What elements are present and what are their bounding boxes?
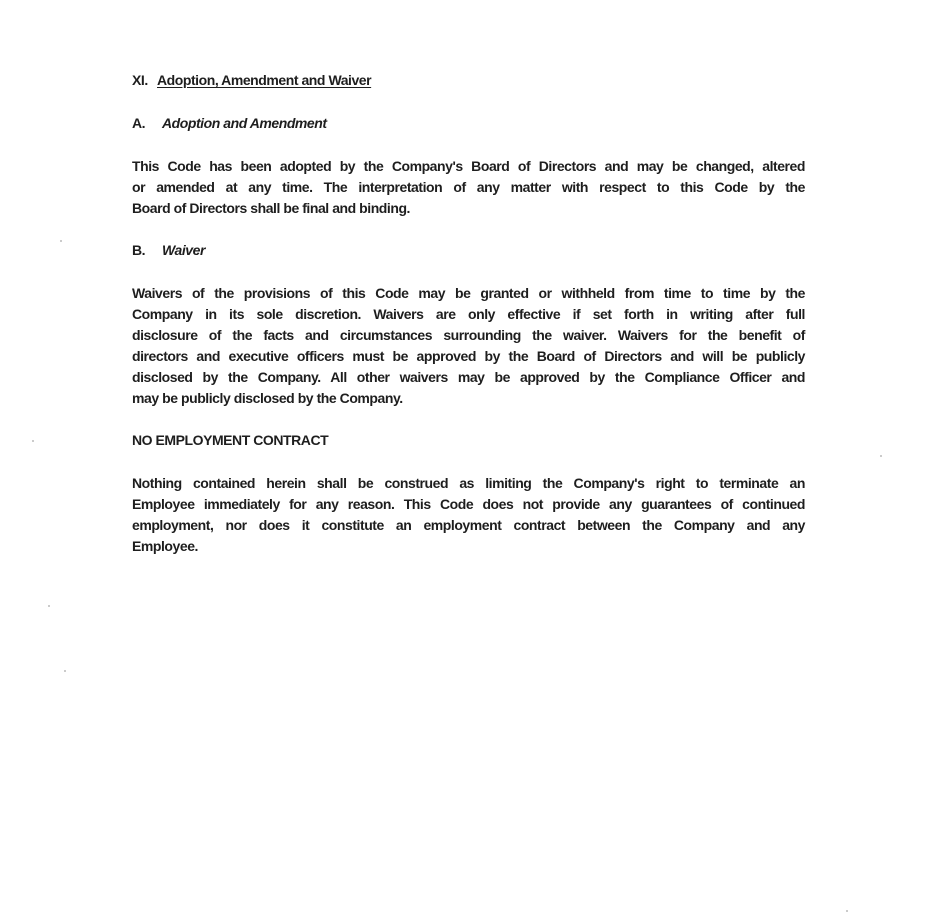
no-employment-heading: NO EMPLOYMENT CONTRACT [132, 432, 329, 448]
paragraph-line: Waivers of the provisions of this Code may be granted or withheld from time to time by the [132, 285, 805, 301]
subsection-b-label: B. [132, 242, 146, 258]
waiver-paragraph [132, 283, 805, 409]
scan-speck [64, 670, 66, 672]
paragraph-line: Employee immediately for any reason. This Code does not provide any guarantees of continued [132, 496, 805, 512]
paragraph-line: directors and executive officers must be approved by the Board of Directors and will be publicly [132, 348, 805, 364]
subsection-a-title: Adoption and Amendment [162, 115, 327, 131]
paragraph-line: Board of Directors shall be final and binding. [132, 200, 410, 216]
paragraph-line: may be publicly disclosed by the Company. [132, 390, 403, 406]
subsection-a-label: A. [132, 115, 146, 131]
scan-speck [846, 910, 848, 912]
section-heading [132, 70, 371, 91]
section-title: Adoption, Amendment and Waiver [157, 72, 372, 88]
section-number: XI. [132, 72, 148, 88]
paragraph-line: employment, nor does it constitute an employment contract between the Company and any [132, 517, 805, 533]
adoption-paragraph [132, 156, 805, 219]
scan-speck [32, 440, 34, 442]
paragraph-line: Company in its sole discretion. Waivers are only effective if set forth in writing after full [132, 306, 805, 322]
scan-speck [60, 240, 62, 242]
no-employment-paragraph [132, 473, 805, 557]
paragraph-line: disclosure of the facts and circumstances surrounding the waiver. Waivers for the benefit of [132, 327, 805, 343]
paragraph-line: Nothing contained herein shall be construed as limiting the Company's right to terminate an [132, 475, 805, 491]
paragraph-line: disclosed by the Company. All other waivers may be approved by the Compliance Officer and [132, 369, 805, 385]
subsection-b-heading [132, 240, 205, 261]
paragraph-line: or amended at any time. The interpretation of any matter with respect to this Code by the [132, 179, 805, 195]
paragraph-line: Employee. [132, 538, 198, 554]
subsection-b-title: Waiver [162, 242, 205, 258]
subsection-a-heading [132, 113, 327, 134]
paragraph-line: This Code has been adopted by the Company's Board of Directors and may be changed, altered [132, 158, 805, 174]
scan-speck [880, 455, 882, 457]
scan-speck [48, 605, 50, 607]
